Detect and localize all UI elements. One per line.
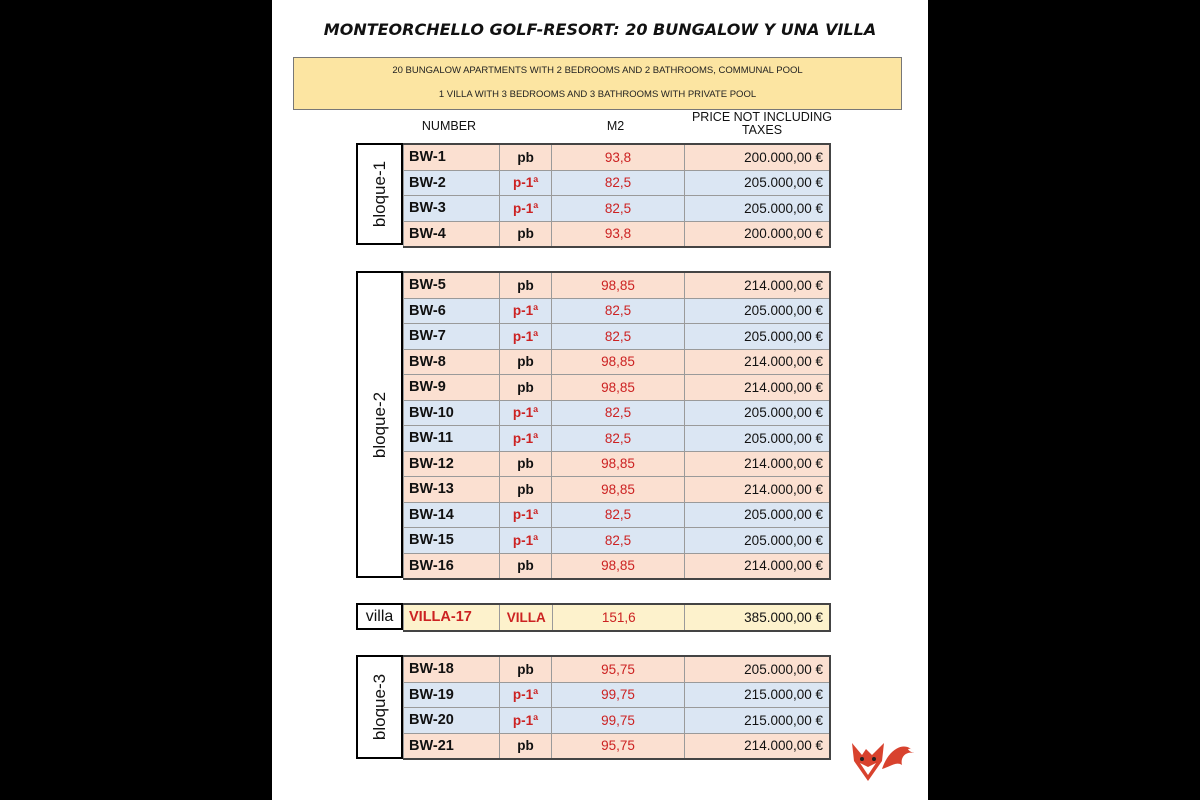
unit-area: 151,6 (553, 604, 685, 631)
unit-number: BW-13 (404, 477, 500, 503)
unit-price: 205.000,00 € (684, 298, 830, 324)
table-row (404, 451, 831, 477)
unit-floor: pb (499, 144, 552, 170)
unit-number: BW-4 (404, 221, 500, 247)
table-row (404, 324, 831, 350)
table-row (404, 682, 831, 708)
unit-floor: VILLA (500, 604, 553, 631)
unit-price: 214.000,00 € (684, 553, 830, 579)
unit-price: 214.000,00 € (684, 733, 830, 759)
unit-floor: pb (499, 733, 552, 759)
unit-area: 93,8 (552, 144, 684, 170)
table-row (404, 426, 831, 452)
unit-area: 82,5 (552, 298, 684, 324)
unit-number: BW-9 (404, 375, 500, 401)
unit-area: 98,85 (552, 349, 684, 375)
unit-floor: p-1ª (499, 298, 552, 324)
header-number: NUMBER (421, 119, 477, 133)
unit-floor: p-1ª (499, 708, 552, 734)
table-row (404, 196, 831, 222)
unit-floor: p-1ª (499, 426, 552, 452)
unit-number: BW-12 (404, 451, 500, 477)
header-price (672, 111, 852, 137)
block-label-bloque-2 (356, 271, 403, 578)
unit-number: BW-19 (404, 682, 500, 708)
block-label-text: bloque-3 (369, 673, 389, 741)
header-price-line1: PRICE NOT INCLUDING (691, 110, 833, 124)
unit-area: 82,5 (552, 426, 684, 452)
unit-area: 82,5 (552, 502, 684, 528)
table-row (404, 477, 831, 503)
unit-number: BW-18 (404, 656, 500, 682)
unit-number: BW-10 (404, 400, 500, 426)
table-row (404, 170, 831, 196)
unit-floor: p-1ª (499, 324, 552, 350)
block-label-villa: villa (356, 603, 403, 630)
unit-area: 98,85 (552, 272, 684, 298)
unit-number: BW-5 (404, 272, 500, 298)
unit-price: 200.000,00 € (684, 144, 830, 170)
table-row (404, 528, 831, 554)
unit-number: BW-15 (404, 528, 500, 554)
table-bloque-3 (403, 655, 831, 760)
unit-floor: pb (499, 477, 552, 503)
unit-price: 214.000,00 € (684, 477, 830, 503)
unit-floor: p-1ª (499, 528, 552, 554)
unit-price: 200.000,00 € (684, 221, 830, 247)
unit-price: 214.000,00 € (684, 375, 830, 401)
unit-area: 82,5 (552, 196, 684, 222)
unit-price: 215.000,00 € (684, 708, 830, 734)
unit-floor: p-1ª (499, 502, 552, 528)
unit-area: 98,85 (552, 375, 684, 401)
unit-floor: p-1ª (499, 170, 552, 196)
unit-number: BW-14 (404, 502, 500, 528)
unit-price: 205.000,00 € (684, 400, 830, 426)
table-row (404, 144, 831, 170)
unit-floor: pb (499, 553, 552, 579)
unit-floor: pb (499, 349, 552, 375)
unit-price: 385.000,00 € (685, 604, 830, 631)
unit-price: 205.000,00 € (684, 656, 830, 682)
info-line-bungalows: 20 BUNGALOW APARTMENTS WITH 2 BEDROOMS AND 2 BATHROOMS, COMMUNAL POOL (392, 65, 803, 76)
table-row (404, 553, 831, 579)
info-box (293, 57, 902, 110)
table-row (404, 272, 831, 298)
table-row (404, 400, 831, 426)
block-label-text: bloque-1 (369, 160, 389, 228)
unit-area: 98,85 (552, 477, 684, 503)
unit-number: VILLA-17 (404, 604, 500, 631)
unit-number: BW-21 (404, 733, 500, 759)
unit-floor: pb (499, 451, 552, 477)
unit-price: 205.000,00 € (684, 170, 830, 196)
unit-floor: p-1ª (499, 400, 552, 426)
table-row (404, 708, 831, 734)
info-line-villa: 1 VILLA WITH 3 BEDROOMS AND 3 BATHROOMS WITH PRIVATE POOL (438, 89, 757, 100)
unit-price: 205.000,00 € (684, 426, 830, 452)
fox-logo-icon (838, 735, 918, 791)
unit-area: 82,5 (552, 170, 684, 196)
unit-number: BW-8 (404, 349, 500, 375)
unit-number: BW-3 (404, 196, 500, 222)
unit-number: BW-20 (404, 708, 500, 734)
unit-area: 99,75 (552, 708, 684, 734)
unit-area: 98,85 (552, 553, 684, 579)
page-title: MONTEORCHELLO GOLF-RESORT: 20 BUNGALOW Y UNA VILLA (323, 20, 877, 39)
unit-floor: pb (499, 272, 552, 298)
unit-area: 82,5 (552, 528, 684, 554)
unit-area: 93,8 (552, 221, 684, 247)
table-row (404, 604, 831, 631)
block-label-text: bloque-2 (369, 391, 389, 458)
unit-number: BW-1 (404, 144, 500, 170)
table-row (404, 502, 831, 528)
unit-price: 205.000,00 € (684, 528, 830, 554)
header-m2: M2 (606, 119, 625, 133)
table-villa (403, 603, 831, 632)
unit-price: 214.000,00 € (684, 349, 830, 375)
table-bloque-2 (403, 271, 831, 580)
unit-area: 95,75 (552, 733, 684, 759)
unit-floor: p-1ª (499, 682, 552, 708)
table-bloque-1 (403, 143, 831, 248)
unit-number: BW-7 (404, 324, 500, 350)
unit-area: 99,75 (552, 682, 684, 708)
unit-area: 82,5 (552, 400, 684, 426)
unit-floor: pb (499, 375, 552, 401)
unit-floor: p-1ª (499, 196, 552, 222)
table-row (404, 375, 831, 401)
unit-number: BW-16 (404, 553, 500, 579)
unit-floor: pb (499, 656, 552, 682)
header-price-line2: TAXES (741, 123, 783, 137)
table-row (404, 221, 831, 247)
price-list-page (272, 0, 928, 800)
unit-area: 82,5 (552, 324, 684, 350)
unit-price: 214.000,00 € (684, 272, 830, 298)
unit-price: 205.000,00 € (684, 502, 830, 528)
unit-floor: pb (499, 221, 552, 247)
unit-price: 215.000,00 € (684, 682, 830, 708)
unit-number: BW-11 (404, 426, 500, 452)
unit-price: 205.000,00 € (684, 196, 830, 222)
unit-price: 214.000,00 € (684, 451, 830, 477)
table-row (404, 349, 831, 375)
block-label-bloque-3 (356, 655, 403, 759)
unit-area: 95,75 (552, 656, 684, 682)
unit-area: 98,85 (552, 451, 684, 477)
block-label-bloque-1 (356, 143, 403, 245)
table-row (404, 656, 831, 682)
table-row (404, 733, 831, 759)
unit-number: BW-6 (404, 298, 500, 324)
table-row (404, 298, 831, 324)
unit-price: 205.000,00 € (684, 324, 830, 350)
unit-number: BW-2 (404, 170, 500, 196)
